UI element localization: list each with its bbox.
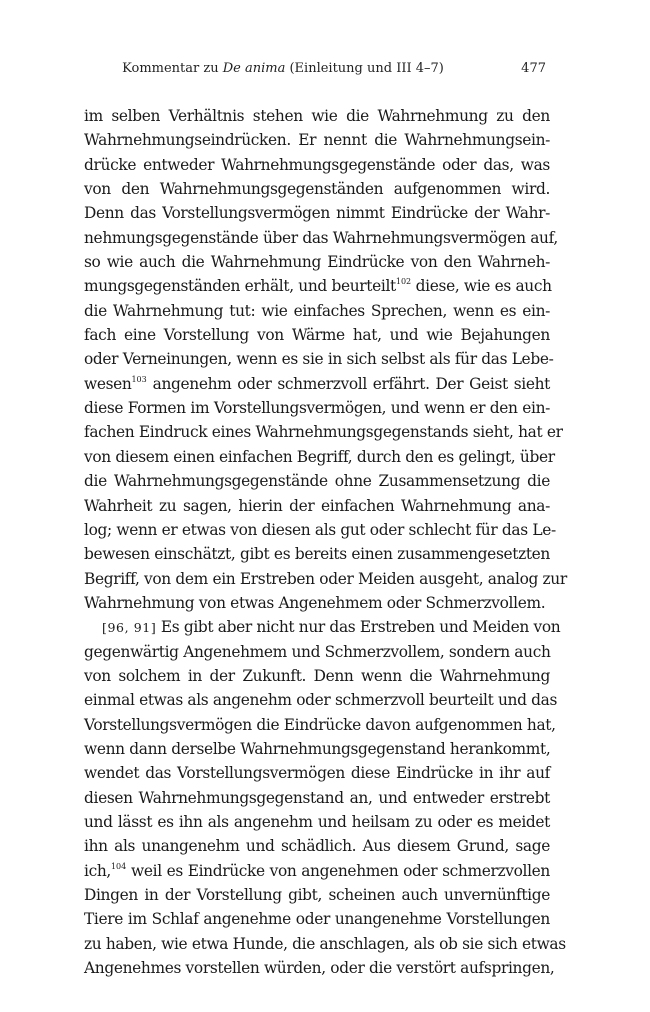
footnote-marker: 104 xyxy=(110,861,127,871)
text-line xyxy=(84,932,566,956)
text-segment: wesen xyxy=(84,374,132,393)
text-line xyxy=(84,786,550,810)
running-title xyxy=(84,60,482,78)
text-line xyxy=(84,494,550,518)
text-segment: Wahrheit zu sagen, hierin der einfachen Wahrnehmung ana- xyxy=(84,496,550,515)
text-segment: diesen Wahrnehmungsgegenstand an, und entweder erstrebt xyxy=(84,788,550,807)
text-line xyxy=(84,542,550,566)
text-segment: drücke entweder Wahrnehmungsgegenstände oder das, was xyxy=(84,155,550,174)
running-title-work: De anima xyxy=(222,61,286,76)
text-line xyxy=(84,396,550,420)
text-line xyxy=(84,469,550,493)
text-segment: ihn als unangenehm und schädlich. Aus diesem Grund, sage xyxy=(84,837,550,856)
text-segment: weil es Eindrücke von angenehmen oder schmerzvollen xyxy=(126,861,550,880)
text-line xyxy=(84,859,550,883)
text-segment: log; wenn er etwas von diesen als gut oder schlecht für das Le- xyxy=(84,520,556,539)
running-title-suffix: (Einleitung und III 4–7) xyxy=(285,61,444,76)
footnote-marker: 102 xyxy=(395,277,412,287)
text-line xyxy=(84,713,556,737)
text-line xyxy=(84,591,550,615)
text-line xyxy=(84,737,550,761)
text-segment: Wahrnehmung von etwas Angenehmem oder Schmerzvollem. xyxy=(84,593,546,612)
text-line xyxy=(84,834,550,858)
text-segment: zu haben, wie etwa Hunde, die anschlagen, als ob sie sich etwas xyxy=(84,934,566,953)
text-line xyxy=(84,104,550,128)
text-line xyxy=(84,810,550,834)
text-segment: wenn dann derselbe Wahrnehmungsgegenstand herankommt, xyxy=(84,739,551,758)
text-segment: wendet das Vorstellungsvermögen diese Eindrücke in ihr auf xyxy=(84,764,550,783)
text-line xyxy=(84,226,558,250)
text-segment: bewesen einschätzt, gibt es bereits einen zusammengesetzten xyxy=(84,545,550,564)
text-line xyxy=(84,323,550,347)
text-segment: mungsgegenständen erhält, und beurteilt xyxy=(84,277,396,296)
text-segment: fach eine Vorstellung von Wärme hat, und wie Bejahungen xyxy=(84,326,550,345)
text-segment: Vorstellungsvermögen die Eindrücke davon aufgenommen hat, xyxy=(84,715,556,734)
text-line xyxy=(84,299,550,323)
text-segment: Tiere im Schlaf angenehme oder unangenehme Vorstellungen xyxy=(84,910,550,929)
text-line xyxy=(84,445,555,469)
text-segment: einmal etwas als angenehm oder schmerzvoll beurteilt und das xyxy=(84,691,558,710)
text-segment: die Wahrnehmungsgegenstände ohne Zusammensetzung die xyxy=(84,472,550,491)
text-line xyxy=(84,250,550,274)
text-segment: im selben Verhältnis stehen wie die Wahrnehmung zu den xyxy=(84,107,550,125)
text-line xyxy=(84,761,550,785)
text-segment: die Wahrnehmung tut: wie einfaches Sprechen, wenn es ein- xyxy=(84,301,550,320)
text-line xyxy=(84,567,567,591)
text-line xyxy=(84,518,556,542)
text-segment: von diesem einen einfachen Begriff, durch den es gelingt, über xyxy=(84,447,555,466)
text-segment: fachen Eindruck eines Wahrnehmungsgegenstands sieht, hat er xyxy=(84,423,563,442)
text-segment: angenehm oder schmerzvoll erfährt. Der Geist sieht xyxy=(146,374,550,393)
text-line xyxy=(84,347,554,371)
text-segment: nehmungsgegenstände über das Wahrnehmungsvermögen auf, xyxy=(84,228,558,247)
text-segment: Denn das Vorstellungsvermögen nimmt Eindrücke der Wahr- xyxy=(84,204,550,223)
text-line xyxy=(84,956,555,980)
text-segment: so wie auch die Wahrnehmung Eindrücke von den Wahrneh- xyxy=(84,253,550,272)
text-segment: oder Verneinungen, wenn es sie in sich selbst als für das Lebe- xyxy=(84,350,554,369)
text-line xyxy=(84,177,550,201)
text-segment: gegenwärtig Angenehmem und Schmerzvollem, sondern auch xyxy=(84,642,551,661)
text-segment: Es gibt aber nicht nur das Erstreben und Meiden von xyxy=(156,618,561,637)
text-segment: Dingen in der Vorstellung gibt, scheinen auch unvernünftige xyxy=(84,886,550,904)
text-line xyxy=(84,688,558,712)
text-line xyxy=(84,372,550,396)
text-line xyxy=(84,274,550,298)
text-segment: und lässt es ihn als angenehm und heilsam zu oder es meidet xyxy=(84,812,550,831)
text-line xyxy=(84,420,563,444)
running-title-prefix: Kommentar zu xyxy=(122,61,223,76)
text-line xyxy=(84,907,550,931)
text-line xyxy=(84,201,550,225)
text-segment: Wahrnehmungseindrücken. Er nennt die Wahrnehmungsein- xyxy=(84,131,550,150)
section-reference: [96, 91] xyxy=(102,620,157,636)
text-line xyxy=(84,615,561,639)
text-line xyxy=(84,883,550,907)
text-line xyxy=(84,640,550,664)
text-segment: ich, xyxy=(84,861,111,880)
text-segment: von den Wahrnehmungsgegenständen aufgenommen wird. xyxy=(84,180,550,199)
text-line xyxy=(84,128,550,152)
text-segment: diese, wie es auch xyxy=(411,277,552,296)
body-text xyxy=(84,104,567,980)
footnote-marker: 103 xyxy=(131,374,147,384)
text-segment: diese Formen im Vorstellungsvermögen, und wenn er den ein- xyxy=(84,399,550,418)
text-segment: Begriff, von dem ein Erstreben oder Meiden ausgeht, analog zur xyxy=(84,569,567,588)
text-segment: von solchem in der Zukunft. Denn wenn die Wahrnehmung xyxy=(84,666,550,685)
text-line xyxy=(84,153,550,177)
text-line xyxy=(84,664,550,688)
page-number: 477 xyxy=(521,61,546,76)
text-segment: Angenehmes vorstellen würden, oder die verstört aufspringen, xyxy=(84,959,555,978)
